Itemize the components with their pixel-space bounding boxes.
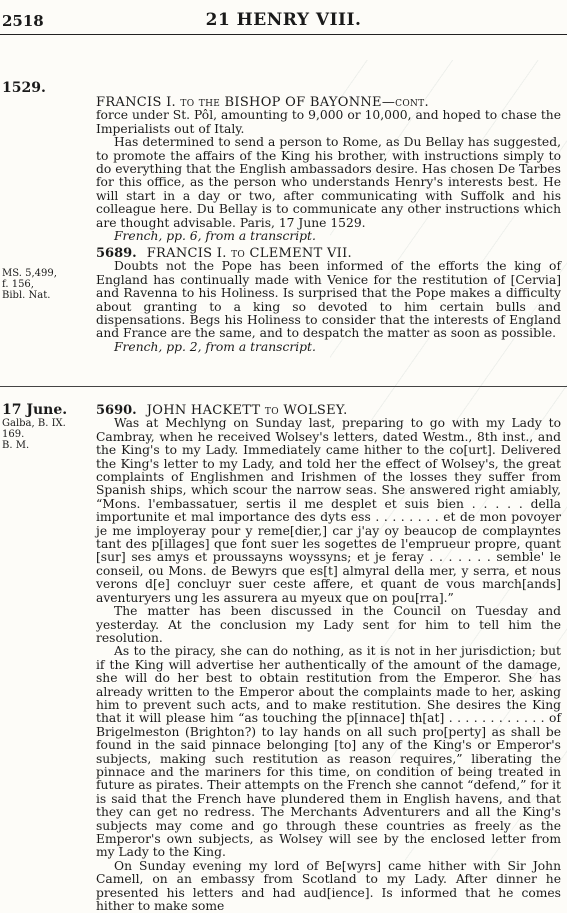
margin-5689-line-3: Bibl. Nat.: [2, 290, 51, 301]
entry-5689-heading: [96, 247, 561, 260]
margin-5690-line-1: Galba, B. IX.: [2, 418, 66, 429]
entry-5689-title: FRANCIS I. to CLEMENT VII.: [146, 246, 352, 261]
entry-5690-paragraph-4: On Sunday evening my lord of Be[wyrs] came hither with Sir John Camell, on an embassy from Scotland to my Lady. After dinner he presented his letters and had aud[ience]. Is informed that he comes hither to make some: [96, 858, 561, 913]
margin-5690-line-2: 169.: [2, 429, 25, 440]
entry-continued: [96, 96, 561, 243]
page-header: [0, 8, 567, 32]
margin-5689: [2, 268, 86, 301]
entry-5690-title: JOHN HACKETT to WOLSEY.: [146, 403, 348, 418]
page-number: 2518: [2, 12, 44, 30]
running-head: 21 HENRY VIII.: [205, 10, 362, 30]
entry-5689-source: French, pp. 2, from a transcript.: [114, 339, 316, 354]
margin-5690-line-3: B. M.: [2, 440, 30, 451]
entry-separator: [0, 386, 567, 387]
header-rule: [0, 34, 567, 35]
entry-continued-paragraph-2: Has determined to send a person to Rome, as Du Bellay has suggested, to promote the affairs of the King his brother, with instructions simply to do everything that the English ambassadors desire. Has chosen De Tarbes for this office, as the person who understands Henry's interests best. He will start in a day or two, after communicating with Suffolk and his colleague here. Du Bellay is to communicate any other instructions which are thought advisable. Paris, 17 June 1529.: [96, 135, 561, 230]
margin-year: [2, 80, 86, 96]
entry-5690-paragraph-3: As to the piracy, she can do nothing, as it is not in her jurisdiction; but if the King will advertise her authentically of the amount of the damage, she will do her best to obtain restitution from the Emperor. She has already written to the Emperor about the complaints made to her, asking him to prevent such acts, and to make restitution. She desires the King that it will please him “as touching the p[innace] th[at] . . . . . . . . . . . . of Brigelmeston (Brighton?) to lay hands on all such pro[perty] as shall be found in the said pinnace belonging [to] any of the King's or Emperor's subjects, making such restitution as reason requires,” liberating the pinnace and the mariners for this time, on condition of being treated in future as pirates. Their attempts on the French she cannot “defend,” for it is said that the French have plundered them in English havens, and that they can get no redress. The Merchants Adventurers and all the King's subjects may come and go through these countries as freely as the Emperor's own subjects, as Wolsey will see by the enclosed letter from my Lady to the King.: [96, 644, 561, 860]
margin-5689-line-1: MS. 5,499,: [2, 268, 57, 279]
margin-5690: [2, 402, 86, 451]
entry-5690-number: 5690.: [96, 403, 137, 418]
entry-5689: [96, 247, 561, 354]
entry-continued-heading: [96, 96, 561, 109]
entry-5690: [96, 404, 561, 913]
margin-5690-date: 17 June.: [2, 402, 68, 418]
entry-continued-title: FRANCIS I. to the BISHOP OF BAYONNE—cont.: [96, 95, 429, 110]
entry-continued-source: French, pp. 6, from a transcript.: [114, 229, 316, 244]
entry-5690-paragraph-1: Was at Mechlyng on Sunday last, preparing to go with my Lady to Cambray, when he received Wolsey's letters, dated Westm., 8th inst., and the King's to my Lady. Immediately came hither to the co[urt]. Delivered the King's letter to my Lady, and told her the effect of Wolsey's, the great complaints of Englishmen and Irishmen of the losses they suffer from Spanish ships, which scour the narrow seas. She answered right amiably, “Mons. l'embassatuer, sertis il me desplet et suis bien . . . . . della importunite et mal importance des dyts ess . . . . . . . . et de mon povoyer je me imployeray pour y reme[dier,] car j'ay oy beaucop de complayntes tant des p[illages] que font suer les sogettes de l'emprueur propre, quant [sur] ses amys et proussayns woyssyns; et je feray . . . . . . . semble' le conseil, ou Mons. de Bewyrs que es[t] almyral della mer, y serra, et nous verons d[e] concluyr suer ceste affere, et quant de vous march[ands] aventuryers ung les assurera au myeux que on pou[rra].”: [96, 416, 561, 605]
entry-continued-paragraph-1: force under St. Pôl, amounting to 9,000 or 10,000, and hoped to chase the Imperialists out of Italy.: [96, 108, 561, 136]
entry-5690-heading: [96, 404, 561, 417]
entry-5689-number: 5689.: [96, 246, 137, 261]
margin-5689-line-2: f. 156,: [2, 279, 34, 290]
entry-5690-paragraph-2: The matter has been discussed in the Council on Tuesday and yesterday. At the conclusion my Lady sent for him to tell him the resolution.: [96, 604, 561, 645]
entry-5689-paragraph: Doubts not the Pope has been informed of the efforts the king of England has continually made with Venice for the restitution of [Cervia] and Ravenna to his Holiness. Is surprised that the Pope makes a difficulty about granting to a king so devoted to him certain bulls and dispensations. Begs his Holiness to consider that the interests of England and France are the same, and to despatch the matter as soon as possible.: [96, 259, 561, 341]
year-label: 1529.: [2, 80, 46, 96]
